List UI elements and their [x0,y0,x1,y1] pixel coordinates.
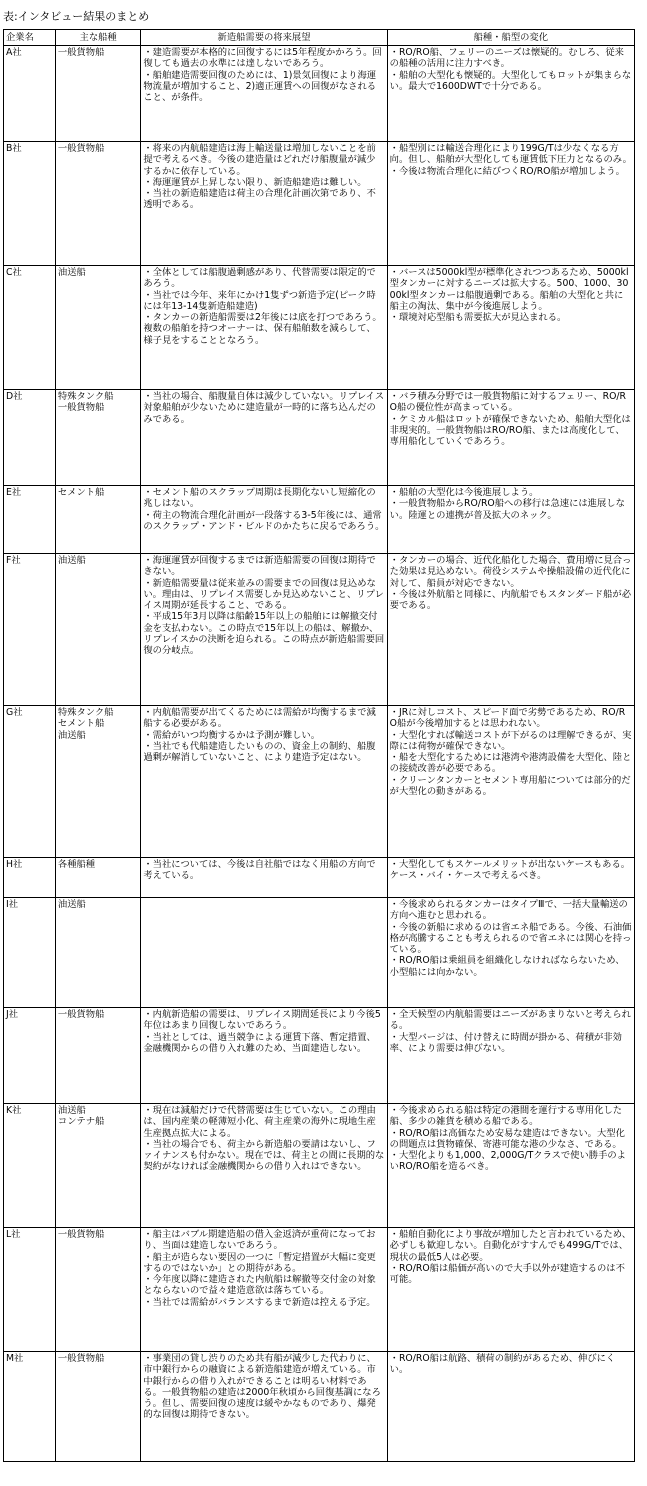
change-cell [387,1228,634,1352]
change-bullet: ・全天候型の内航船需要はニーズがあまりないと考えられる。 [389,1009,631,1032]
ship-type-cell [55,486,140,554]
table-row [4,858,635,898]
ship-type-cell [55,142,140,266]
outlook-bullet: ・内航新造船の需要は、リプレイス期間延長により今後5年位はあまり回復しないであろう。 [143,1009,381,1032]
header-row [4,30,635,46]
ship-type-cell [55,1228,140,1352]
change-cell [387,554,634,706]
change-bullet: ・船型別には輸送合理化により199G/Tは少なくなる方向。但し、船舶が大型化しても運賃低下圧力となるのみ。 [389,143,632,166]
change-bullet: ・大型化よりも1,000、2,000G/Tクラスで使い勝手のよいRO/RO船を造るべき。 [389,1150,626,1173]
outlook-bullet: ・海運運賃が回復するまでは新造船需要の回復は期待できない。 [143,555,376,578]
ship-type-line: 油送船 [57,1105,86,1116]
table-row [4,898,635,1008]
ship-type-cell [55,1352,140,1462]
ship-type-line: セメント船 [57,487,105,498]
ship-type-line: 一般貨物船 [57,402,105,414]
change-bullet: ・バースは5000kl型が標準化されつつあるため、5000kl型タンカーに対するニーズは拡大する。500、1000、3000kl型タンカーは船腹過剰である。船舶の大型化と共に船主の淘汰、集中が今後進展しよう。 [389,267,629,312]
outlook-cell [141,1352,387,1462]
outlook-cell [141,266,387,390]
outlook-bullet: ・内航船需要が出てくるためには需給が均衡するまで減船する必要がある。 [143,707,376,730]
change-cell [387,142,634,266]
table-row [4,1352,635,1462]
ship-type-line: 一般貨物船 [57,47,105,58]
outlook-bullet: ・今年度以降に建造された内航船は解撤等交付金の対象とならないので益々建造意欲は落ちている。 [143,1274,376,1297]
outlook-cell [141,390,387,486]
ship-type-line: コンテナ船 [57,1116,105,1128]
table-row [4,1228,635,1352]
outlook-bullet: ・海運運賃が上昇しない限り、新造船建造は難しい。 [143,176,367,188]
outlook-bullet: ・当社でも代船建造したいものの、資金上の制約、船腹過剰が解消していないこと、により建造予定はない。 [143,740,376,764]
company-cell: E社 [4,486,56,554]
table-row [4,486,635,554]
company-cell: J社 [4,1008,56,1104]
outlook-bullet: ・当社としては、過当競争による運賃下落、暫定措置、金融機関からの借り入れ難のため、当面建造しない。 [143,1031,376,1054]
outlook-cell [141,46,387,142]
ship-type-line: 油送船 [57,267,86,278]
table-row [4,142,635,266]
change-bullet: ・環境対応型船も需要拡大が見込まれる。 [389,312,567,324]
outlook-bullet: ・当社の場合でも、荷主から新造船の要請はないし、ファイナンスも付かない。現在では、荷主との間に長期的な契約がなければ金融機関からの借り入れはできない。 [143,1138,385,1173]
table-row [4,706,635,858]
outlook-bullet: ・当社では需給がバランスするまで新造は控える予定。 [143,1296,376,1308]
change-bullet: ・今後求められる船は特定の港間を運行する専用化した船、多少の雑貨を積める船である。 [389,1105,623,1128]
outlook-bullet: ・全体としては船腹過剰感があり、代替需要は限定的であろう。 [143,267,376,290]
outlook-bullet: ・船主が造らない要因の一つに「暫定措置が大幅に変更するのではないか」との期待がある。 [143,1251,376,1274]
change-bullet: ・今後求められるタンカーはタイプⅢで、一括大量輸送の方向へ進むと思われる。 [389,899,628,922]
change-cell [387,1008,634,1104]
interview-summary-table [3,29,635,1462]
outlook-bullet: ・事業団の貸し渋りのため共有船が減少した代わりに、市中銀行からの融資による新造船建造が増えている。市中銀行からの借り入れができることは明るい材料である。一般貨物船の建造は2000年秋頃から回復基調になろう。但し、需要回復の速度は緩やかなものであり、爆発的な回復は期待できない。 [143,1353,381,1421]
change-cell [387,1352,634,1462]
change-bullet: ・船を大型化するためには港湾や港湾設備を大型化、陸との接続改善が必要である。 [389,752,632,775]
outlook-bullet: ・平成15年3月以降は船齢15年以上の船舶には解撤交付金を支払わない。この時点で15年以上の船は、解撤か、リプレイスかの決断を迫られる。この時点が新造船需要回復の分岐点。 [143,611,385,657]
ship-type-line: セメント船 [57,718,105,730]
outlook-bullet: ・船主はバブル期建造船の借入金返済が重荷になっており、当面は建造しないであろう。 [143,1229,376,1252]
outlook-bullet: ・当社については、今後は自社船ではなく用船の方向で考えている。 [143,859,376,882]
ship-type-line: 特殊タンク船 [57,391,114,402]
outlook-cell [141,486,387,554]
change-bullet: ・RO/RO船は高価なため安易な建造はできない。大型化の問題点は貨物確保、寄港可能な港の少なさ、である。 [389,1127,625,1150]
change-bullet: ・今後は外航船と同様に、内航船でもスタンダード船が必要である。 [389,588,632,612]
ship-type-line: 油送船 [57,729,86,741]
ship-type-line: 一般貨物船 [57,1009,105,1020]
ship-type-cell [55,390,140,486]
outlook-bullet: ・将来の内航船建造は海上輸送量は増加しないことを前提で考えるべき。今後の建造量はどれだけ船腹量が減少するかに依存している。 [143,143,376,177]
ship-type-cell [55,1008,140,1104]
change-bullet: ・タンカーの場合、近代化船化した場合、費用増に見合った効果は見込めない。荷役システムや操船設備の近代化に対して、船員が対応できない。 [389,555,632,589]
table-row [4,390,635,486]
header-change: 船種・船型の変化 [387,30,634,46]
outlook-bullet: ・新造船需要量は従来並みの需要までの回復は見込めない。理由は、リプレイス需要しか見込めないこと、リプレイス周期が延長すること、である。 [143,577,384,612]
table-row [4,554,635,706]
company-cell: C社 [4,266,56,390]
outlook-bullet: ・当社の場合、船腹量自体は減少していない。リプレイス対象船舶が少ないために建造量が一時的に落ち込んだのみである。 [143,391,385,425]
document-title: 表:インタビュー結果のまとめ [3,10,150,23]
outlook-cell [141,142,387,266]
outlook-bullet: ・タンカーの新造船需要は2年後には底を打つであろう。複数の船舶を持つオーナーは、保有船舶数を減らして、様子見をすることとなろう。 [143,312,382,346]
change-bullet: ・JRに対しコスト、スピード面で劣勢であるため、RO/RO船が今後増加するとは思われない。 [389,707,626,730]
header-company: 企業名 [4,30,56,46]
change-cell [387,1104,634,1228]
ship-type-line: 油送船 [57,555,86,566]
ship-type-cell [55,1104,140,1228]
table-row [4,46,635,142]
company-cell: G社 [4,706,56,858]
company-cell: I社 [4,898,56,1008]
outlook-cell [141,1104,387,1228]
company-cell: M社 [4,1352,56,1462]
outlook-cell [141,898,387,1008]
company-cell: A社 [4,46,56,142]
outlook-cell [141,706,387,858]
ship-type-cell [55,46,140,142]
change-bullet: ・大型化してもスケールメリットが出ないケースもある。ケース・バイ・ケースで考えるべき。 [389,859,631,882]
change-bullet: ・今後の新船に求めるのは省エネ船である。今後、石油価格が高騰することも考えられるので省エネには関心を持っている。 [389,921,632,956]
outlook-bullet: ・荷主の物流合理化計画が一段落する3-5年後には、通常のスクラップ・アンド・ビルドのかたちに戻るであろう。 [143,509,385,532]
change-bullet: ・RO/RO船は乗組員を組織化しなければならないため、小型船には向かない。 [389,955,625,978]
change-bullet: ・船舶の大型化は今後進展しよう。 [389,487,539,498]
ship-type-line: 各種船種 [57,859,96,870]
ship-type-line: 一般貨物船 [57,143,105,154]
change-bullet: ・バラ積み分野では一般貨物船に対するフェリー、RO/RO船の優位性が高まっている。 [389,391,627,414]
ship-type-line: 特殊タンク船 [57,707,114,718]
outlook-bullet: ・建造需要が本格的に回復するには5年程度かかろう。回復しても過去の水準には達しないであろう。 [143,47,382,70]
change-bullet: ・クリーンタンカーとセメント専用船については部分的だが大型化の動きがある。 [389,774,631,798]
ship-type-cell [55,706,140,858]
company-cell: F社 [4,554,56,706]
table-row [4,266,635,390]
company-cell: B社 [4,142,56,266]
change-cell [387,858,634,898]
ship-type-line: 一般貨物船 [57,1353,105,1364]
outlook-bullet: ・需給がいつ均衡するかは予測が難しい。 [143,729,321,741]
change-cell [387,706,634,858]
change-bullet: ・一般貨物船からRO/RO船への移行は急速には進展しない。陸運との連携が普及拡大のネック。 [389,498,625,521]
outlook-cell [141,554,387,706]
ship-type-line: 油送船 [57,899,86,910]
change-cell [387,898,634,1008]
outlook-bullet: ・現在は減船だけで代替需要は生じていない。この理由は、国内産業の軽薄短小化、荷主産業の海外に現地生産生産拠点拡大による。 [143,1105,376,1139]
table-body [4,46,635,1462]
change-cell [387,390,634,486]
change-bullet: ・ケミカル船はロットが確保できないため、船舶大型化は非現実的。一般貨物船はRO/RO船、または高度化して、専用船化していくであろう。 [389,413,631,448]
company-cell: L社 [4,1228,56,1352]
change-bullet: ・RO/RO船、フェリーのニーズは懐疑的。むしろ、従来の船種の活用に注力すべき。 [389,47,624,70]
table-row [4,1104,635,1228]
table-row [4,1008,635,1104]
outlook-cell [141,1228,387,1352]
change-cell [387,46,634,142]
change-cell [387,486,634,554]
change-cell [387,266,634,390]
outlook-cell [141,1008,387,1104]
outlook-bullet: ・当社では今年、来年にかけ1隻ずつ新造予定(ピーク時には年13-14隻新造船建造) [143,289,376,312]
header-ship-type: 主な船種 [55,30,140,46]
ship-type-cell [55,266,140,390]
change-bullet: ・船舶自動化により事故が増加したと言われているため、必ずしも歓迎しない。自動化がすすんでも499G/Tでは、現状の最低5人は必要。 [389,1229,632,1263]
header-outlook: 新造船需要の将来展望 [141,30,387,46]
ship-type-cell [55,858,140,898]
change-bullet: ・RO/RO船は航路、積荷の制約があるため、伸びにくい。 [389,1353,616,1376]
company-cell: H社 [4,858,56,898]
change-bullet: ・今後は物流合理化に結びつくRO/RO船が増加しよう。 [389,165,625,177]
outlook-bullet: ・当社の新造船建造は荷主の合理化計画次第であり、不透明である。 [143,188,376,211]
change-bullet: ・RO/RO船は船価が高いので大手以外が建造するのは不可能。 [389,1262,625,1286]
outlook-cell [141,858,387,898]
outlook-bullet: ・セメント船のスクラップ周期は長期化ないし短縮化の兆しはない。 [143,487,376,510]
ship-type-cell [55,898,140,1008]
change-bullet: ・大型化すれば輸送コストが下がるのは理解できるが、実際には荷物が確保できない。 [389,729,632,752]
change-bullet: ・船舶の大型化も懐疑的。大型化してもロットが集まらない。最大で1600DWTで十分である。 [389,69,632,92]
company-cell: D社 [4,390,56,486]
outlook-bullet: ・船舶建造需要回復のためには、1)景気回復により海運物流量が増加すること、2)適正運賃への回復がなされること、が条件。 [143,69,377,104]
company-cell: K社 [4,1104,56,1228]
ship-type-cell [55,554,140,706]
ship-type-line: 一般貨物船 [57,1229,105,1240]
change-bullet: ・大型バージは、付け替えに時間が掛かる、荷積が非効率、により需要は伸びない。 [389,1031,622,1054]
